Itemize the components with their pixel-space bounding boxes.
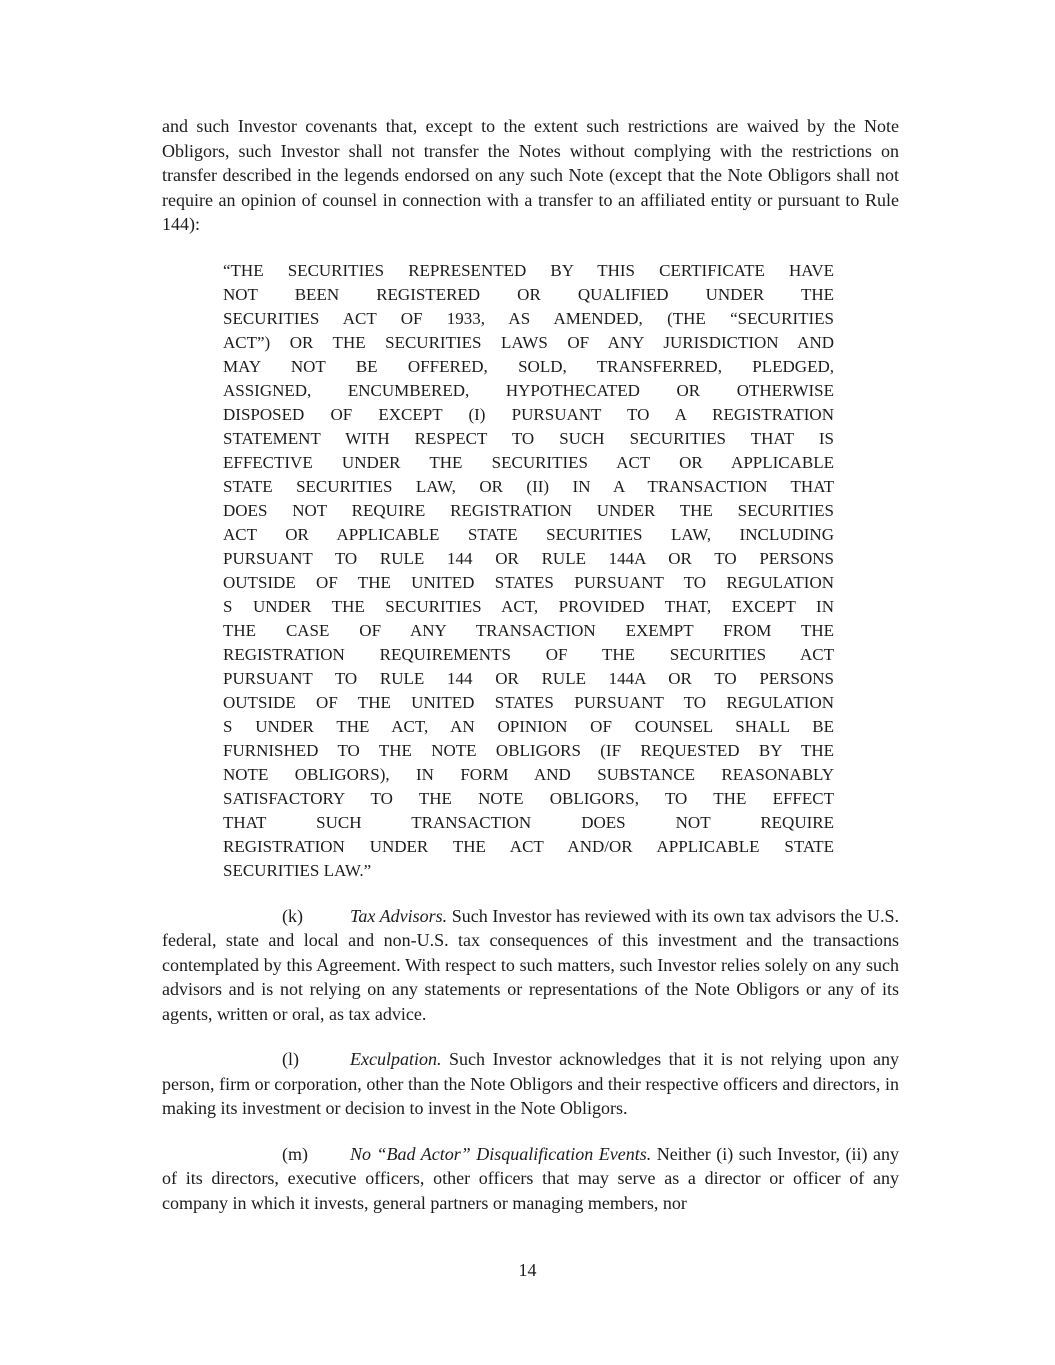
legend-line: REGISTRATION REQUIREMENTS OF THE SECURITIES ACT <box>223 644 834 664</box>
legend-line: STATE SECURITIES LAW, OR (II) IN A TRANSACTION THAT <box>223 476 834 496</box>
legend-line: OUTSIDE OF THE UNITED STATES PURSUANT TO REGULATION <box>223 692 834 712</box>
paragraph-body-text: Such Investor has reviewed with its own tax advisors the U.S. federal, state and local and non-U.S. tax consequences of this investment and the transactions contemplated by this Agreement. With respect to such matters, such Investor relies solely on any such advisors and is not relying on any statements or representations of the Note Obligors or any of its agents, written or oral, as tax advice. <box>162 905 900 1024</box>
paragraph-leader <box>162 1142 350 1167</box>
legend-line: ASSIGNED, ENCUMBERED, HYPOTHECATED OR OTHERWISE <box>223 380 834 400</box>
legend-line: SATISFACTORY TO THE NOTE OBLIGORS, TO THE EFFECT <box>223 788 834 808</box>
legend-line: NOTE OBLIGORS), IN FORM AND SUBSTANCE REASONABLY <box>223 764 834 784</box>
legend-line: EFFECTIVE UNDER THE SECURITIES ACT OR APPLICABLE <box>223 452 834 472</box>
paragraph-label: (l) <box>282 1049 299 1069</box>
legend-line: REGISTRATION UNDER THE ACT AND/OR APPLICABLE STATE <box>223 836 834 856</box>
legend-line: SECURITIES ACT OF 1933, AS AMENDED, (THE “SECURITIES <box>223 308 834 328</box>
paragraph-body-text: Neither (i) such Investor, (ii) any of its directors, executive officers, other officers that may serve as a director or officer of any company in which it invests, general partners or managing members, nor <box>162 1143 899 1213</box>
legend-line: SECURITIES LAW.” <box>223 860 372 880</box>
paragraph-label: (m) <box>282 1143 308 1164</box>
paragraph-heading: Exculpation. <box>350 1049 442 1069</box>
page-number: 14 <box>518 1260 537 1280</box>
legend-line: S UNDER THE SECURITIES ACT, PROVIDED THAT, EXCEPT IN <box>223 596 834 616</box>
paragraph-l-exculpation <box>162 1047 899 1121</box>
paragraph-heading: Tax Advisors. <box>350 905 448 926</box>
paragraph-k-tax-advisors <box>162 904 899 1027</box>
legend-line: MAY NOT BE OFFERED, SOLD, TRANSFERRED, PLEDGED, <box>223 356 834 376</box>
legend-line: THAT SUCH TRANSACTION DOES NOT REQUIRE <box>223 812 834 832</box>
securities-legend-block-quote <box>223 259 834 883</box>
legend-line: OUTSIDE OF THE UNITED STATES PURSUANT TO REGULATION <box>223 572 834 592</box>
legend-line: “THE SECURITIES REPRESENTED BY THIS CERTIFICATE HAVE <box>223 260 834 280</box>
legend-line: PURSUANT TO RULE 144 OR RULE 144A OR TO PERSONS <box>223 668 834 688</box>
legend-line: DISPOSED OF EXCEPT (I) PURSUANT TO A REGISTRATION <box>223 404 834 424</box>
paragraph-leader <box>162 904 350 929</box>
legend-line: DOES NOT REQUIRE REGISTRATION UNDER THE SECURITIES <box>223 500 834 520</box>
legend-line: PURSUANT TO RULE 144 OR RULE 144A OR TO PERSONS <box>223 548 834 568</box>
legend-line: THE CASE OF ANY TRANSACTION EXEMPT FROM THE <box>223 620 834 640</box>
page-content <box>162 0 899 1215</box>
paragraph-label: (k) <box>282 905 303 926</box>
paragraph-m-bad-actor <box>162 1142 899 1216</box>
legend-line: ACT”) OR THE SECURITIES LAWS OF ANY JURISDICTION AND <box>223 332 834 352</box>
paragraph-leader <box>162 1047 350 1072</box>
legend-line: NOT BEEN REGISTERED OR QUALIFIED UNDER THE <box>223 284 834 304</box>
legend-line: S UNDER THE ACT, AN OPINION OF COUNSEL SHALL BE <box>223 716 834 736</box>
paragraph-intro: and such Investor covenants that, except to the extent such restrictions are waived by the Note Obligors, such Investor shall not transfer the Notes without complying with the restrictions on transfer described in the legends endorsed on any such Note (except that the Note Obligors shall not require an opinion of counsel in connection with a transfer to an affiliated entity or pursuant to Rule 144): <box>162 116 899 234</box>
legend-line: FURNISHED TO THE NOTE OBLIGORS (IF REQUESTED BY THE <box>223 740 834 760</box>
legend-line: ACT OR APPLICABLE STATE SECURITIES LAW, INCLUDING <box>223 524 834 544</box>
paragraph-heading: No “Bad Actor” Disqualification Events. <box>350 1143 652 1164</box>
legend-line: STATEMENT WITH RESPECT TO SUCH SECURITIES THAT IS <box>223 428 834 448</box>
paragraph-body-text: Such Investor acknowledges that it is not relying upon any person, firm or corporation, other than the Note Obligors and their respective officers and directors, in making its investment or decision to invest in the Note Obligors. <box>162 1049 900 1118</box>
